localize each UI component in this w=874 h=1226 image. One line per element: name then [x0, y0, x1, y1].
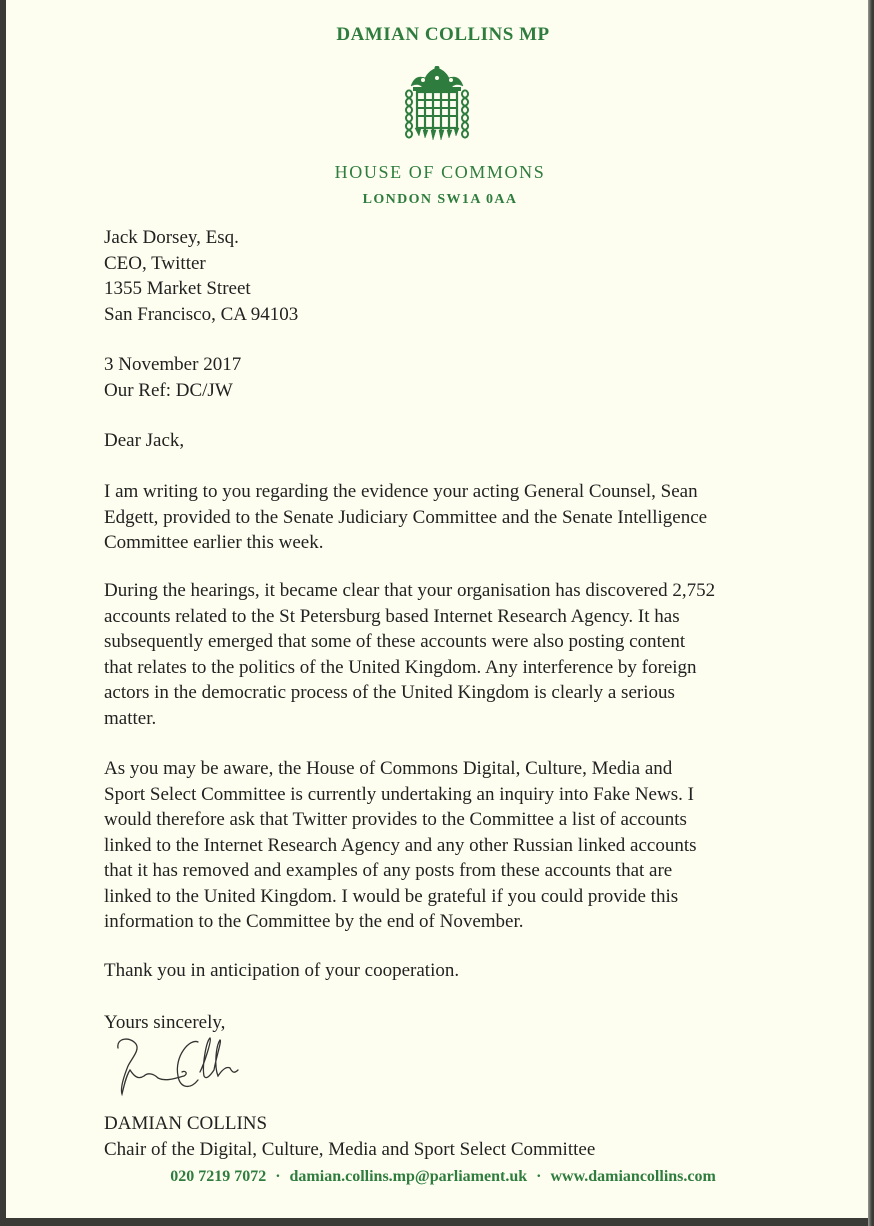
footer-website: www.damiancollins.com: [550, 1168, 716, 1185]
signer-title: Chair of the Digital, Culture, Media and Sport Select Committee: [104, 1138, 596, 1160]
paragraph-line: linked to the United Kingdom. I would be grateful if you could provide this: [104, 885, 679, 907]
recipient-title: CEO, Twitter: [104, 252, 206, 274]
paragraph-line: Committee earlier this week.: [104, 532, 324, 553]
thanks-line: Thank you in anticipation of your cooperation.: [104, 960, 460, 981]
paragraph-line: that relates to the politics of the United Kingdom. Any interference by foreign: [104, 656, 697, 678]
paragraph-line: linked to the Internet Research Agency and any other Russian linked accounts: [104, 834, 697, 856]
paragraph-line: would therefore ask that Twitter provides to the Committee a list of accounts: [104, 809, 687, 830]
footer-phone: 020 7219 7072: [170, 1168, 267, 1185]
paragraph-line: accounts related to the St Petersburg based Internet Research Agency. It has: [104, 605, 680, 627]
paragraph-line: that it has removed and examples of any posts from these accounts that are: [104, 860, 673, 881]
letter-meta: [104, 352, 241, 403]
paragraph-line: Sport Select Committee is currently undertaking an inquiry into Fake News. I: [104, 783, 694, 805]
handwritten-signature-icon: [114, 1036, 354, 1102]
paragraph-line: During the hearings, it became clear that your organisation has discovered 2,752: [104, 580, 716, 601]
signer-name: DAMIAN COLLINS: [104, 1113, 268, 1134]
paragraph-line: Edgett, provided to the Senate Judiciary Committee and the Senate Intelligence: [104, 506, 708, 528]
recipient-city: San Francisco, CA 94103: [104, 303, 299, 325]
portcullis-crest-icon: [403, 66, 471, 142]
letter-reference: Our Ref: DC/JW: [104, 379, 233, 401]
recipient-name: Jack Dorsey, Esq.: [104, 227, 239, 248]
footer-separator: ·: [536, 1168, 542, 1185]
paragraph-line: I am writing to you regarding the evidence your acting General Counsel, Sean: [104, 481, 698, 502]
valediction: Yours sincerely,: [104, 1012, 226, 1033]
body-paragraph-1: [104, 479, 707, 556]
letter-page: [6, 0, 868, 1218]
footer-separator: ·: [275, 1168, 281, 1185]
body-paragraph-2: [104, 578, 715, 731]
recipient-street: 1355 Market Street: [104, 278, 251, 299]
page-edge-shadow: [868, 0, 874, 1226]
paragraph-line: matter.: [104, 707, 157, 729]
letter-date: 3 November 2017: [104, 354, 242, 375]
letterhead-name: DAMIAN COLLINS MP: [336, 24, 550, 45]
footer-email: damian.collins.mp@parliament.uk: [289, 1168, 528, 1185]
paragraph-line: As you may be aware, the House of Commons Digital, Culture, Media and: [104, 758, 673, 779]
paragraph-line: information to the Committee by the end of November.: [104, 911, 524, 932]
signer-block: [104, 1111, 595, 1162]
paragraph-line: subsequently emerged that some of these accounts were also posting content: [104, 631, 686, 652]
letterhead-address: LONDON SW1A 0AA: [362, 192, 518, 207]
contact-footer: [6, 1168, 874, 1186]
body-paragraph-3: [104, 756, 697, 935]
paragraph-line: actors in the democratic process of the United Kingdom is clearly a serious: [104, 682, 675, 703]
recipient-address: [104, 225, 298, 327]
salutation: Dear Jack,: [104, 430, 185, 451]
letterhead-institution: HOUSE OF COMMONS: [334, 162, 546, 182]
